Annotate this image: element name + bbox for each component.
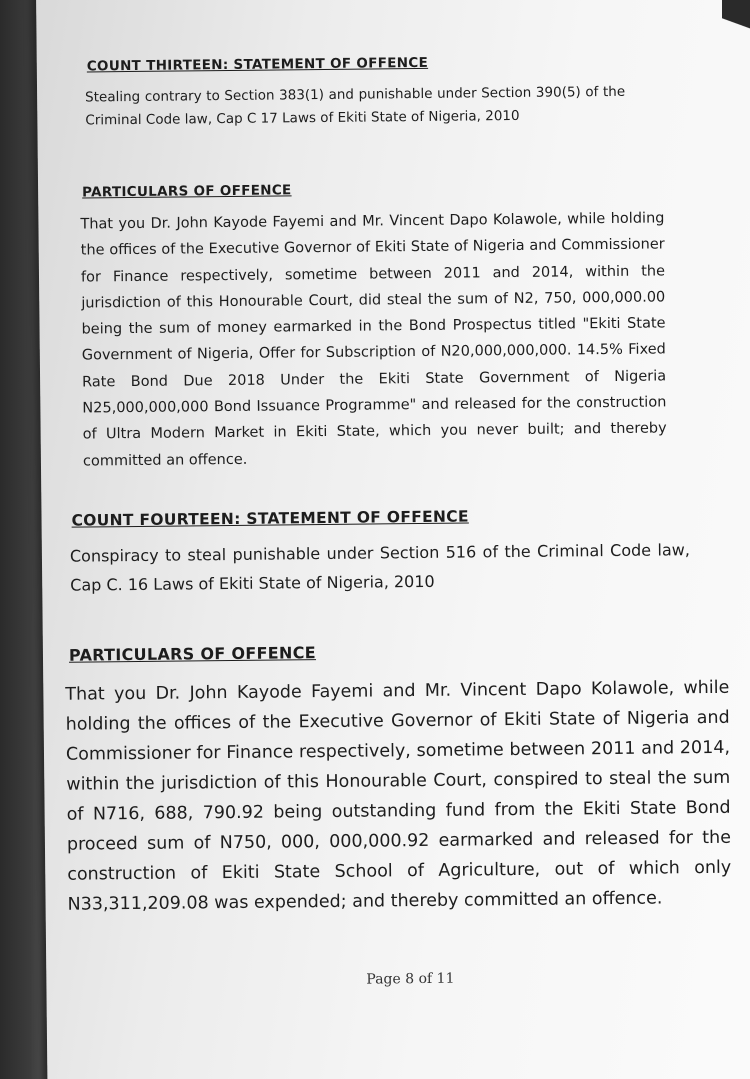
count-fourteen-heading: COUNT FOURTEEN: STATEMENT OF OFFENCE	[71, 507, 469, 530]
particulars-fourteen-text: That you Dr. John Kayode Fayemi and Mr. Vincent Dapo Kolawole, while holding the offices of the Executive Governor of Ekiti State of Nigeria and Commissioner for Finance respectively, sometime between 2011 and 2014, within the jurisdiction of this Honourable Court, conspired to steal the sum of N716, 688, 790.92 being outstanding fund from the Ekiti State Bond proceed sum of N750, 000, 000,000.92 earmarked and released for the construction of Ekiti State School of Agriculture, out of which only N33,311,209.08 was expended; and thereby committed an offence.	[65, 677, 732, 915]
count-fourteen-statement: Conspiracy to steal punishable under Section 516 of the Criminal Code law, Cap C. 16 Laws of Ekiti State of Nigeria, 2010	[69, 540, 690, 595]
page-number: Page 8 of 11	[366, 970, 455, 988]
background-corner	[722, 0, 750, 60]
count-thirteen-statement: Stealing contrary to Section 383(1) and punishable under Section 390(5) of the Criminal Code law, Cap C 17 Laws of Ekiti State of Nigeria, 2010	[85, 83, 626, 129]
particulars-thirteen-heading: PARTICULARS OF OFFENCE	[82, 182, 292, 201]
particulars-fourteen-heading: PARTICULARS OF OFFENCE	[68, 643, 317, 665]
count-thirteen-heading: COUNT THIRTEEN: STATEMENT OF OFFENCE	[86, 54, 429, 75]
document-page	[36, 0, 750, 1079]
particulars-thirteen-text: That you Dr. John Kayode Fayemi and Mr. Vincent Dapo Kolawole, while holding the offices of the Executive Governor of Ekiti State of Nigeria and Commissioner for Finance respectively, sometime between 2011 and 2014, within the jurisdiction of this Honourable Court, did steal the sum of N2, 750, 000,000.00 being the sum of money earmarked in the Bond Prospectus titled "Ekiti State Government of Nigeria, Offer for Subscription of N20,000,000,000. 14.5% Fixed Rate Bond Due 2018 Under the Ekiti State Government of Nigeria N25,000,000,000 Bond Issuance Programme" and released for the construction of Ultra Modern Market in Ekiti State, which you never built; and thereby committed an offence.	[80, 210, 667, 470]
